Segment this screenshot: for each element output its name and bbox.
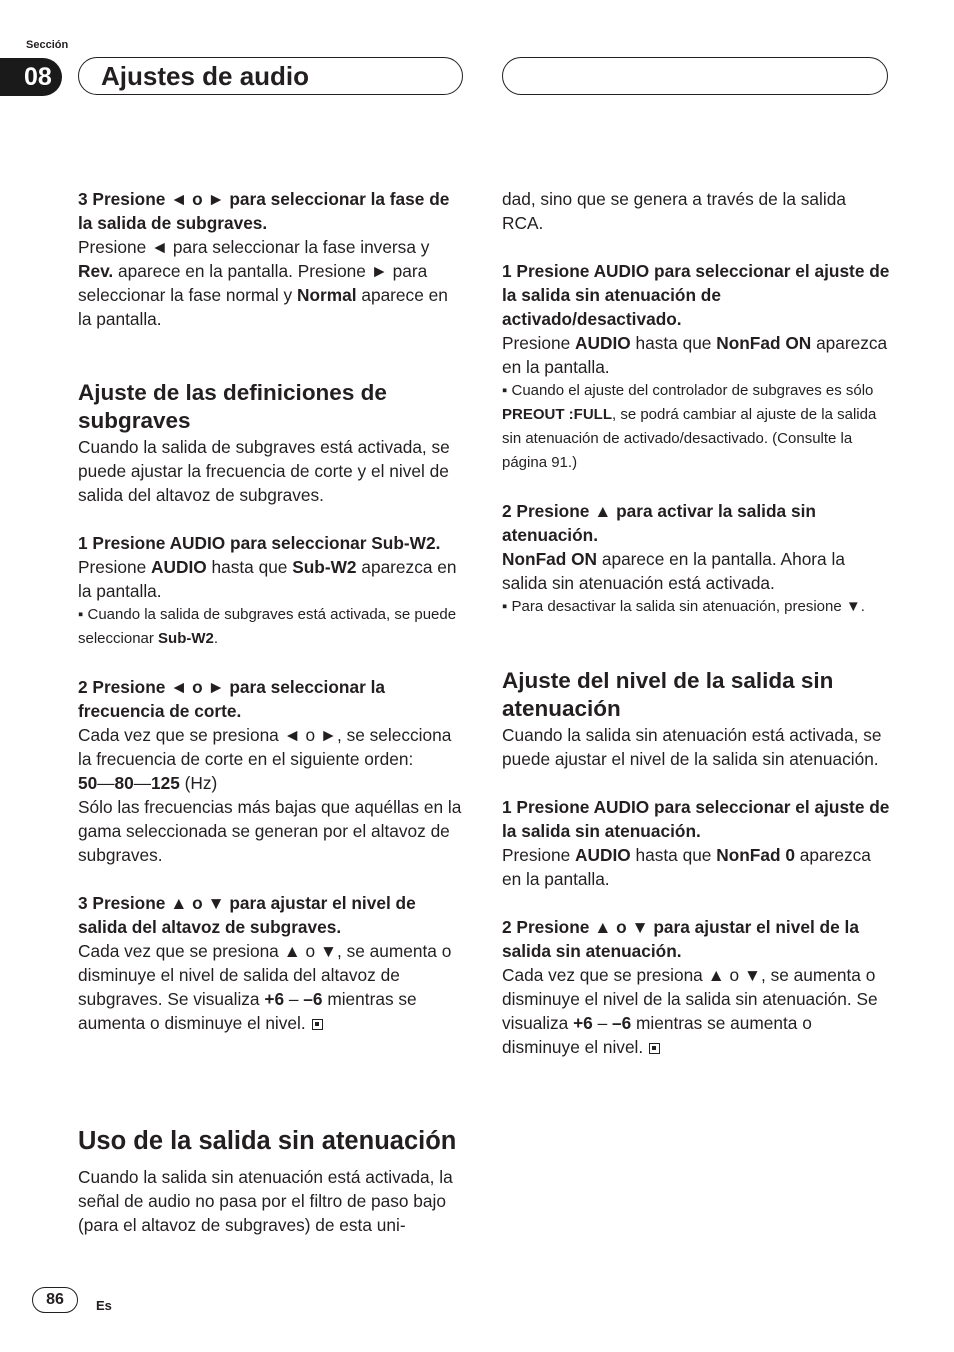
step-body: NonFad ON aparece en la pantalla. Ahora la salida sin atenuación está activada. bbox=[502, 549, 845, 593]
left-column-bottom bbox=[78, 1125, 466, 1237]
left-column bbox=[78, 187, 466, 1035]
paragraph: Sólo las frecuencias más bajas que aquéllas en la gama seleccionada se generan por el altavoz de subgraves. bbox=[78, 797, 462, 865]
note: ▪ Para desactivar la salida sin atenuación, presione ▼. bbox=[502, 598, 865, 615]
subsection-heading: Ajuste del nivel de la salida sin atenuación bbox=[502, 668, 834, 721]
section-label: Sección bbox=[26, 39, 69, 51]
step-heading: 2 Presione ▲ o ▼ para ajustar el nivel de la salida sin atenuación. bbox=[502, 917, 859, 961]
paragraph: dad, sino que se genera a través de la salida RCA. bbox=[502, 189, 846, 233]
section-title: Ajustes de audio bbox=[101, 61, 310, 91]
step-body: Presione ◄ para seleccionar la fase inversa y Rev. aparece en la pantalla. Presione ► para seleccionar la fase normal y Normal aparece en la pantalla. bbox=[78, 237, 448, 329]
subsection-heading: Ajuste de las definiciones de subgraves bbox=[78, 380, 387, 433]
step-body: Presione AUDIO hasta que NonFad 0 aparezca en la pantalla. bbox=[502, 845, 871, 889]
section-number-tab: 08 bbox=[0, 58, 62, 96]
language-label: Es bbox=[96, 1298, 112, 1313]
step-body: Cada vez que se presiona ▲ o ▼, se aumenta o disminuye el nivel de salida del altavoz de subgraves. Se visualiza +6 – –6 mientras se aumenta o disminuye el nivel. bbox=[78, 941, 452, 1033]
end-mark-icon bbox=[312, 1019, 323, 1030]
bullet-icon: ▪ bbox=[502, 598, 512, 615]
page-number: 86 bbox=[32, 1287, 78, 1313]
step-heading: 3 Presione ▲ o ▼ para ajustar el nivel de salida del altavoz de subgraves. bbox=[78, 893, 416, 937]
step-body: Cada vez que se presiona ◄ o ►, se selecciona la frecuencia de corte en el siguiente orden: bbox=[78, 725, 452, 769]
paragraph: Cuando la salida de subgraves está activada, se puede ajustar la frecuencia de corte y el nivel de salida del altavoz de subgraves. bbox=[78, 437, 450, 505]
note: ▪ Cuando el ajuste del controlador de subgraves es sólo PREOUT :FULL, se podrá cambiar al ajuste de la salida sin atenuación de activado/desactivado. (Consulte la página 91.) bbox=[502, 382, 877, 471]
paragraph: Cuando la salida sin atenuación está activada, se puede ajustar el nivel de la salida sin atenuación. bbox=[502, 725, 882, 769]
right-column bbox=[502, 187, 890, 1059]
frequency-sequence: 50—80—125 (Hz) bbox=[78, 773, 218, 793]
step-body: Presione AUDIO hasta que Sub-W2 aparezca en la pantalla. bbox=[78, 557, 457, 601]
step-heading: 1 Presione AUDIO para seleccionar Sub-W2. bbox=[78, 533, 441, 553]
header-right-pill bbox=[502, 57, 888, 95]
step-heading: 1 Presione AUDIO para seleccionar el ajuste de la salida sin atenuación. bbox=[502, 797, 890, 841]
section-heading: Uso de la salida sin atenuación bbox=[78, 1127, 457, 1155]
paragraph: Cuando la salida sin atenuación está activada, la señal de audio no pasa por el filtro de paso bajo (para el altavoz de subgraves) de esta uni- bbox=[78, 1167, 453, 1235]
bullet-icon: ▪ bbox=[78, 606, 88, 623]
step-heading: 2 Presione ▲ para activar la salida sin atenuación. bbox=[502, 501, 816, 545]
end-mark-icon bbox=[649, 1043, 660, 1054]
step-heading: 2 Presione ◄ o ► para seleccionar la frecuencia de corte. bbox=[78, 677, 386, 721]
step-body: Cada vez que se presiona ▲ o ▼, se aumenta o disminuye el nivel de la salida sin atenuación. Se visualiza +6 – –6 mientras se aumenta o disminuye el nivel. bbox=[502, 965, 878, 1057]
bullet-icon: ▪ bbox=[502, 382, 512, 399]
step-body: Presione AUDIO hasta que NonFad ON aparezca en la pantalla. bbox=[502, 333, 888, 377]
note: ▪ Cuando la salida de subgraves está activada, se puede seleccionar Sub-W2. bbox=[78, 606, 457, 647]
section-title-pill bbox=[78, 57, 463, 95]
step-heading: 1 Presione AUDIO para seleccionar el ajuste de la salida sin atenuación de activado/desactivado. bbox=[502, 261, 890, 329]
step-heading: 3 Presione ◄ o ► para seleccionar la fase de la salida de subgraves. bbox=[78, 189, 450, 233]
